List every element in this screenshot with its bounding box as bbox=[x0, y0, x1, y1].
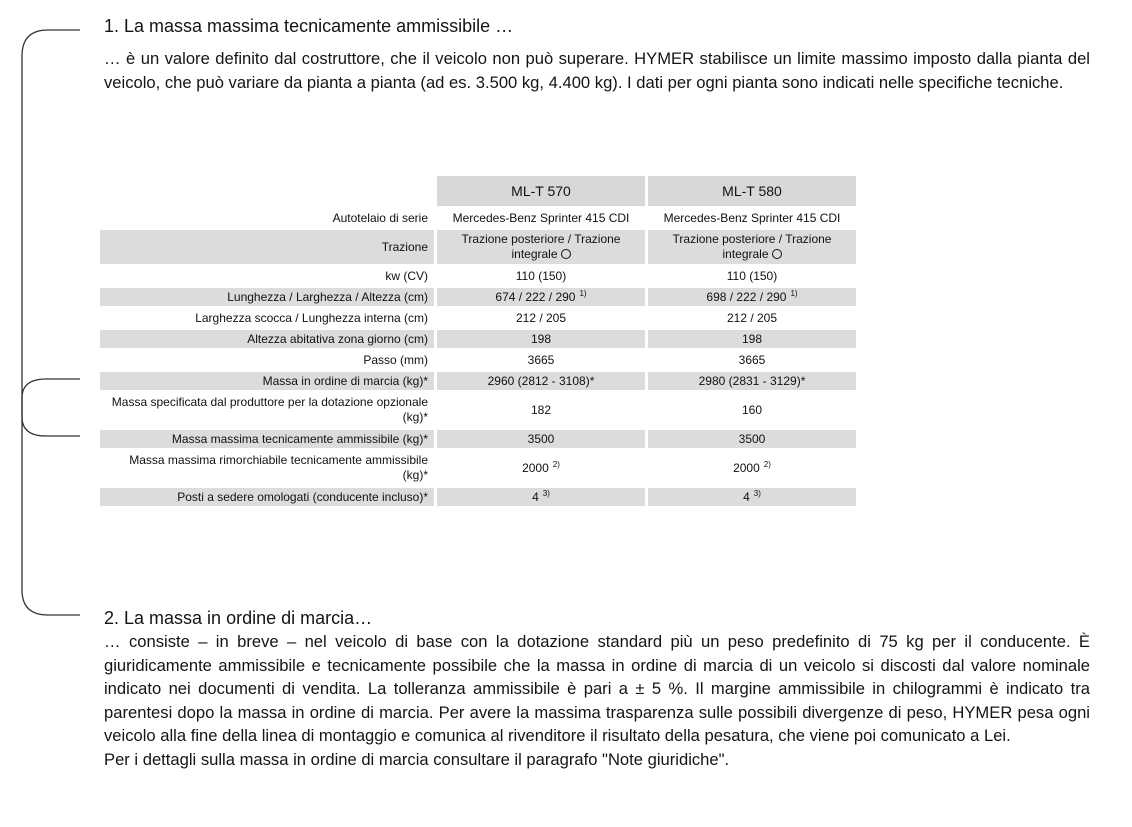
row-label: kw (CV) bbox=[385, 268, 428, 283]
section-2-body bbox=[104, 630, 1090, 771]
cell-value: 110 (150) bbox=[515, 268, 567, 283]
cell-value: 212 / 205 bbox=[515, 310, 567, 325]
cell-value bbox=[648, 230, 856, 264]
row-label: Massa massima tecnicamente ammissibile (kg)* bbox=[100, 430, 434, 448]
cell-text: 4 bbox=[743, 489, 750, 504]
footnote-marker: 3) bbox=[753, 488, 761, 498]
cell-value: 198 bbox=[648, 330, 856, 348]
table-row bbox=[100, 330, 856, 348]
cell-text: 674 / 222 / 290 bbox=[495, 289, 576, 304]
cell-value: 110 (150) bbox=[726, 268, 778, 283]
cell-value: 160 bbox=[741, 402, 763, 417]
cell-value: 2980 (2831 - 3129)* bbox=[648, 372, 856, 390]
table-row bbox=[100, 230, 856, 264]
table-row bbox=[100, 309, 856, 327]
footnote-marker: 2) bbox=[552, 459, 560, 469]
cell-value: 182 bbox=[530, 402, 552, 417]
row-label: Altezza abitativa zona giorno (cm) bbox=[100, 330, 434, 348]
cell-value bbox=[648, 288, 856, 306]
cell-text: 698 / 222 / 290 bbox=[706, 289, 787, 304]
row-label: Posti a sedere omologati (conducente incluso)* bbox=[100, 488, 434, 506]
table-row bbox=[100, 209, 856, 227]
row-label: Autotelaio di serie bbox=[332, 210, 428, 225]
cell-value: 3665 bbox=[738, 352, 766, 367]
table-row bbox=[100, 288, 856, 306]
table-row bbox=[100, 267, 856, 285]
row-label: Massa in ordine di marcia (kg)* bbox=[100, 372, 434, 390]
cell-value: 198 bbox=[437, 330, 645, 348]
cell-value: 2960 (2812 - 3108)* bbox=[437, 372, 645, 390]
table-row bbox=[100, 488, 856, 506]
cell-text: 4 bbox=[532, 489, 539, 504]
cell-text: Trazione posteriore / Trazione integrale bbox=[672, 232, 832, 261]
table-row bbox=[100, 372, 856, 390]
optional-circle-icon bbox=[772, 249, 782, 259]
spec-table bbox=[97, 173, 859, 509]
section-1-text: … è un valore definito dal costruttore, che il veicolo non può superare. HYMER stabilisce un limite massimo imposto dalla pianta del veicolo, che può variare da pianta a pianta (ad es. 3.500 kg, 4.400 kg). I dati per ogni pianta sono indicati nelle specifiche tecniche. bbox=[104, 49, 1090, 92]
section-1-body bbox=[104, 47, 1090, 94]
row-label: Massa specificata dal produttore per la dotazione opzionale (kg)* bbox=[111, 395, 428, 424]
section-2-note: Per i dettagli sulla massa in ordine di marcia consultare il paragrafo "Note giuridiche". bbox=[104, 749, 730, 769]
footnote-marker: 1) bbox=[790, 288, 798, 298]
row-label: Trazione bbox=[100, 230, 434, 264]
row-label: Larghezza scocca / Lunghezza interna (cm) bbox=[195, 310, 428, 325]
column-header-ml-t-580: ML-T 580 bbox=[648, 176, 856, 206]
row-label: Passo (mm) bbox=[363, 352, 428, 367]
section-1-title: 1. La massa massima tecnicamente ammissibile … bbox=[104, 16, 514, 36]
cell-value bbox=[437, 488, 645, 506]
column-header-ml-t-570: ML-T 570 bbox=[437, 176, 645, 206]
table-row bbox=[100, 393, 856, 427]
cell-value bbox=[437, 451, 645, 485]
cell-value bbox=[437, 288, 645, 306]
optional-circle-icon bbox=[561, 249, 571, 259]
cell-value: Mercedes-Benz Sprinter 415 CDI bbox=[452, 210, 630, 225]
table-row bbox=[100, 351, 856, 369]
cell-value bbox=[437, 230, 645, 264]
cell-value bbox=[648, 488, 856, 506]
cell-value bbox=[648, 451, 856, 485]
table-corner bbox=[100, 176, 434, 206]
table-row bbox=[100, 451, 856, 485]
cell-value: 3665 bbox=[527, 352, 555, 367]
cell-value: 212 / 205 bbox=[726, 310, 778, 325]
cell-text: 2000 bbox=[522, 460, 549, 475]
cell-value: 3500 bbox=[648, 430, 856, 448]
cell-text: Trazione posteriore / Trazione integrale bbox=[461, 232, 621, 261]
row-label: Lunghezza / Larghezza / Altezza (cm) bbox=[100, 288, 434, 306]
footnote-marker: 3) bbox=[542, 488, 550, 498]
table-row bbox=[100, 430, 856, 448]
footnote-marker: 2) bbox=[763, 459, 771, 469]
footnote-marker: 1) bbox=[579, 288, 587, 298]
cell-text: 2000 bbox=[733, 460, 760, 475]
cell-value: Mercedes-Benz Sprinter 415 CDI bbox=[663, 210, 841, 225]
cell-value: 3500 bbox=[437, 430, 645, 448]
row-label: Massa massima rimorchiabile tecnicamente ammissibile (kg)* bbox=[129, 453, 428, 482]
section-2-title: 2. La massa in ordine di marcia… bbox=[104, 608, 373, 628]
section-2-text: … consiste – in breve – nel veicolo di base con la dotazione standard più un peso predefinito di 75 kg per il conducente. È giuridicamente ammissibile e tecnicamente possibile che la massa in ordine di marcia di un veicolo si discosti dal valore nominale indicato nei documenti di vendita. La tolleranza ammissibile è pari a ± 5 %. Il margine ammissibile in chilogrammi è indicato tra parentesi dopo la massa in ordine di marcia. Per avere la massima trasparenza sulle possibili divergenze di peso, HYMER pesa ogni veicolo alla fine della linea di montaggio e comunica al rivenditore il risultato della pesatura, che viene poi comunicato a Lei. bbox=[104, 632, 1090, 745]
